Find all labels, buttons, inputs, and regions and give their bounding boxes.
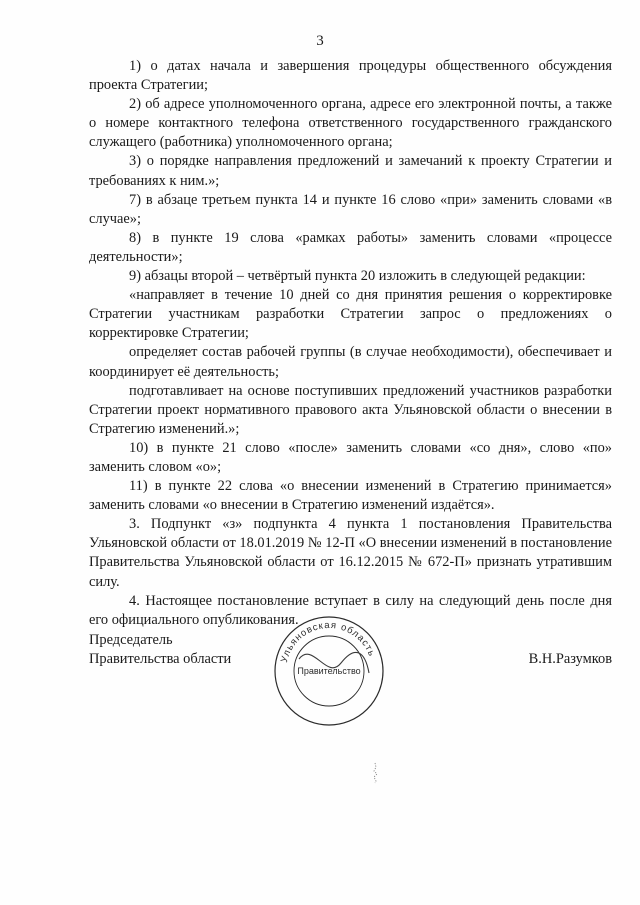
paragraph-item-3: 3) о порядке направления предложений и замечаний к проекту Стратегии и требованиях к ним.»;	[89, 153, 612, 189]
official-seal	[269, 611, 389, 731]
signatory-title-line2: Правительства области	[89, 651, 232, 668]
clause-4: 4. Настоящее постановление вступает в силу на следующий день после дня его официального опубликования.	[89, 592, 612, 628]
seal-ring-text: Ульяновская область	[278, 619, 378, 664]
signatory-title	[89, 631, 231, 669]
document-body	[89, 57, 612, 630]
quoted-paragraph-1: «направляет в течение 10 дней со дня принятия решения о корректировке Стратегии участникам разработки Стратегии запрос о предложениях о корректировке Стратегии;	[89, 287, 612, 342]
seal-center-text: Правительство	[297, 666, 361, 676]
paragraph-item-7: 7) в абзаце третьем пункта 14 и пункте 16 слово «при» заменить словами «в случае»;	[89, 191, 612, 227]
quoted-paragraph-2: определяет состав рабочей группы (в случае необходимости), обеспечивает и координирует её деятельность;	[89, 344, 612, 380]
paragraph-item-10: 10) в пункте 21 слово «после» заменить словами «со дня», слово «по» заменить словом «о»;	[89, 439, 612, 475]
scan-artifact	[368, 762, 382, 784]
clause-3: 3. Подпункт «з» подпункта 4 пункта 1 постановления Правительства Ульяновской области от 18.01.2019 № 12-П «О внесении изменений в постановление Правительства Ульяновской области от 16.12.2015 № 672-П» признать утратившим силу.	[89, 516, 612, 590]
paragraph-item-1: 1) о датах начала и завершения процедуры общественного обсуждения проекта Стратегии;	[89, 58, 612, 94]
quoted-paragraph-3: подготавливает на основе поступивших предложений участников разработки Стратегии проект нормативного правового акта Ульяновской области о внесении в Стратегию изменений.»;	[89, 382, 612, 437]
signatory-name: В.Н.Разумков	[528, 651, 612, 667]
svg-text:Ульяновская область	[279, 620, 377, 664]
signatory-title-line1: Председатель	[89, 632, 173, 648]
paragraph-item-11: 11) в пункте 22 слова «о внесении изменений в Стратегию принимается» заменить словами «о внесении в Стратегию изменений издаётся».	[89, 478, 612, 514]
signature-block	[89, 619, 612, 751]
paragraph-item-2: 2) об адресе уполномоченного органа, адресе его электронной почты, а также о номере контактного телефона ответственного государственного гражданского служащего (работника) уполномоченного органа;	[89, 96, 612, 151]
page-number: 3	[316, 33, 324, 49]
paragraph-item-9: 9) абзацы второй – четвёртый пункта 20 изложить в следующей редакции:	[129, 268, 586, 285]
paragraph-item-8: 8) в пункте 19 слова «рамках работы» заменить словами «процессе деятельности»;	[89, 229, 612, 265]
